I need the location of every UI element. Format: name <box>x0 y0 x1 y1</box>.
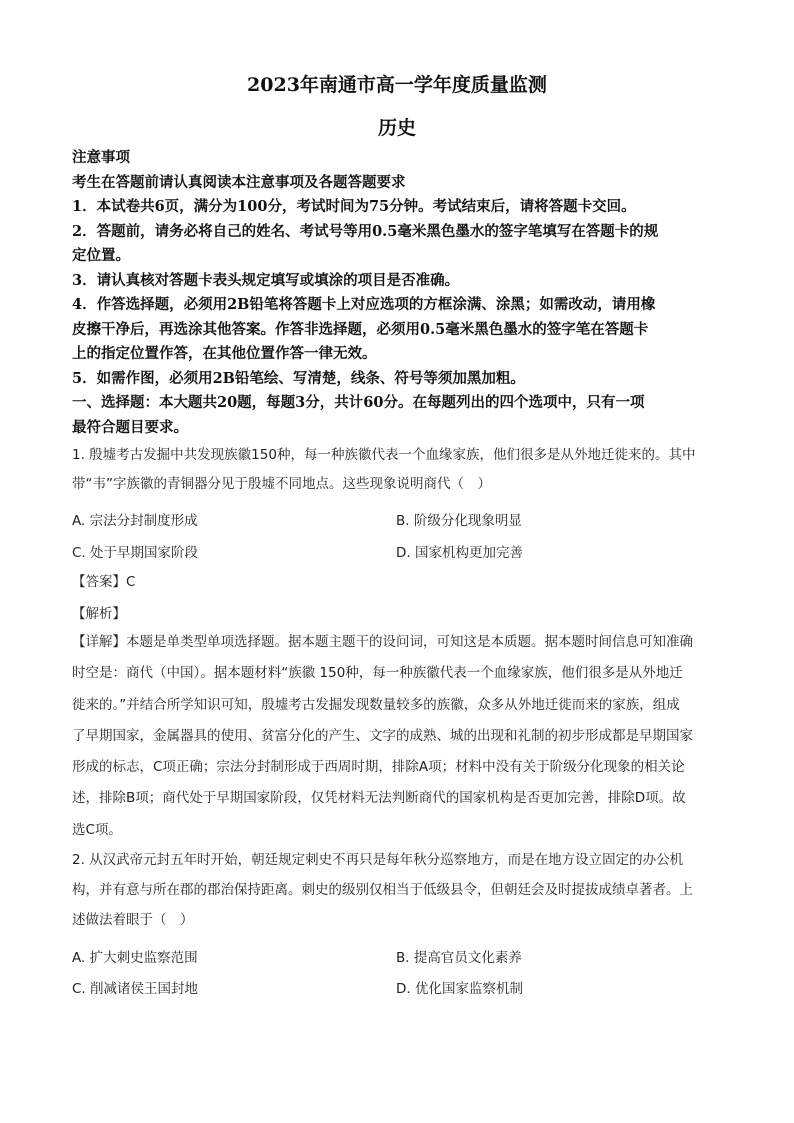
notice-item: 皮擦干净后，再选涂其他答案。作答非选择题，必须用0.5毫米黑色墨水的签字笔在答题卡 <box>72 320 649 338</box>
notice-item: 1．本试卷共6页，满分为100分，考试时间为75分钟。考试结束后，请将答题卡交回。 <box>72 198 636 215</box>
notice-item: 2．答题前，请务必将自己的姓名、考试号等用0.5毫米黑色墨水的签字笔填写在答题卡的规 <box>72 222 659 240</box>
detail-line: 形成的标志，C项正确；宗法分封制形成于西周时期，排除A项；材料中没有关于阶级分化现象的相关论 <box>72 759 685 776</box>
answer-label: 【答案】C <box>72 574 136 590</box>
option-d: D. 国家机构更加完善 <box>396 545 523 561</box>
detail-line: 时空是：商代（中国）。据本题材料“族徽 150种，每一种族徽代表一个血缘家族，他们很多是从外地迁 <box>72 665 683 682</box>
notice-item: 上的指定位置作答，在其他位置作答一律无效。 <box>72 345 377 362</box>
page-title: 2023年南通市高一学年度质量监测 <box>247 74 547 96</box>
notice-item: 定位置。 <box>72 247 130 264</box>
detail-line: 徙来的。”并结合所学知识可知，殷墟考古发掘发现数量较多的族徽，众多从外地迁徙而来的家族，组成 <box>72 696 680 713</box>
option-c: C. 削减诸侯王国封地 <box>72 981 199 997</box>
question-line: 1. 殷墟考古发掘中共发现族徽150种，每一种族徽代表一个血缘家族，他们很多是从外地迁徙来的。其中 <box>72 447 696 463</box>
detail-line: 述，排除B项；商代处于早期国家阶段，仅凭材料无法判断商代的国家机构是否更加完善，排除D项。故 <box>72 790 686 807</box>
detail-line: 【详解】本题是单类型单项选择题。据本题主题干的设问词，可知这是本质题。据本题时间信息可知准确 <box>72 634 693 650</box>
detail-line: 选C项。 <box>72 821 122 838</box>
option-a: A. 扩大刺史监察范围 <box>72 950 198 966</box>
notice-item: 3．请认真核对答题卡表头规定填写或填涂的项目是否准确。 <box>72 271 460 289</box>
question-1-detail <box>72 627 732 846</box>
section-heading-cont: 最符合题目要求。 <box>72 418 188 436</box>
question-line: 2. 从汉武帝元封五年时开始，朝廷规定刺史不再只是每年秋分巡察地方，而是在地方设立固定的办公机 <box>72 852 684 868</box>
notice-item: 5．如需作图，必须用2B铅笔绘、写清楚，线条、符号等须加黑加粗。 <box>72 369 525 387</box>
option-c: C. 处于早期国家阶段 <box>72 545 199 561</box>
question-line: 述做法着眼于（ ） <box>72 912 194 928</box>
question-line: 构，并有意与所在郡的郡治保持距离。刺史的级别仅相当于低级县令，但朝廷会及时提拔成绩卓著者。上 <box>72 882 693 898</box>
detail-line: 了早期国家，金属器具的使用、贫富分化的产生、文字的成熟、城的出现和礼制的初步形成都是早期国家 <box>72 727 693 744</box>
option-b: B. 阶级分化现象明显 <box>396 513 522 529</box>
option-b: B. 提高官员文化素养 <box>396 950 522 966</box>
section-heading: 一、选择题：本大题共20题，每题3分，共计60分。在每题列出的四个选项中，只有一项 <box>72 394 645 411</box>
analysis-label: 【解析】 <box>72 606 126 622</box>
option-d: D. 优化国家监察机制 <box>396 981 523 997</box>
notice-item: 4．作答选择题，必须用2B铅笔将答题卡上对应选项的方框涂满、涂黑；如需改动，请用橡 <box>72 296 656 313</box>
option-a: A. 宗法分封制度形成 <box>72 513 198 529</box>
subject-title: 历史 <box>377 117 416 139</box>
question-2-stem <box>72 845 732 935</box>
question-1-stem <box>72 441 732 499</box>
question-line: 带“韦”字族徽的青铜器分见于殷墟不同地点。这些现象说明商代（ ） <box>72 476 491 492</box>
notice-heading: 注意事项 <box>72 149 130 166</box>
notice-intro: 考生在答题前请认真阅读本注意事项及各题答题要求 <box>72 173 406 191</box>
notice-section <box>72 146 732 440</box>
